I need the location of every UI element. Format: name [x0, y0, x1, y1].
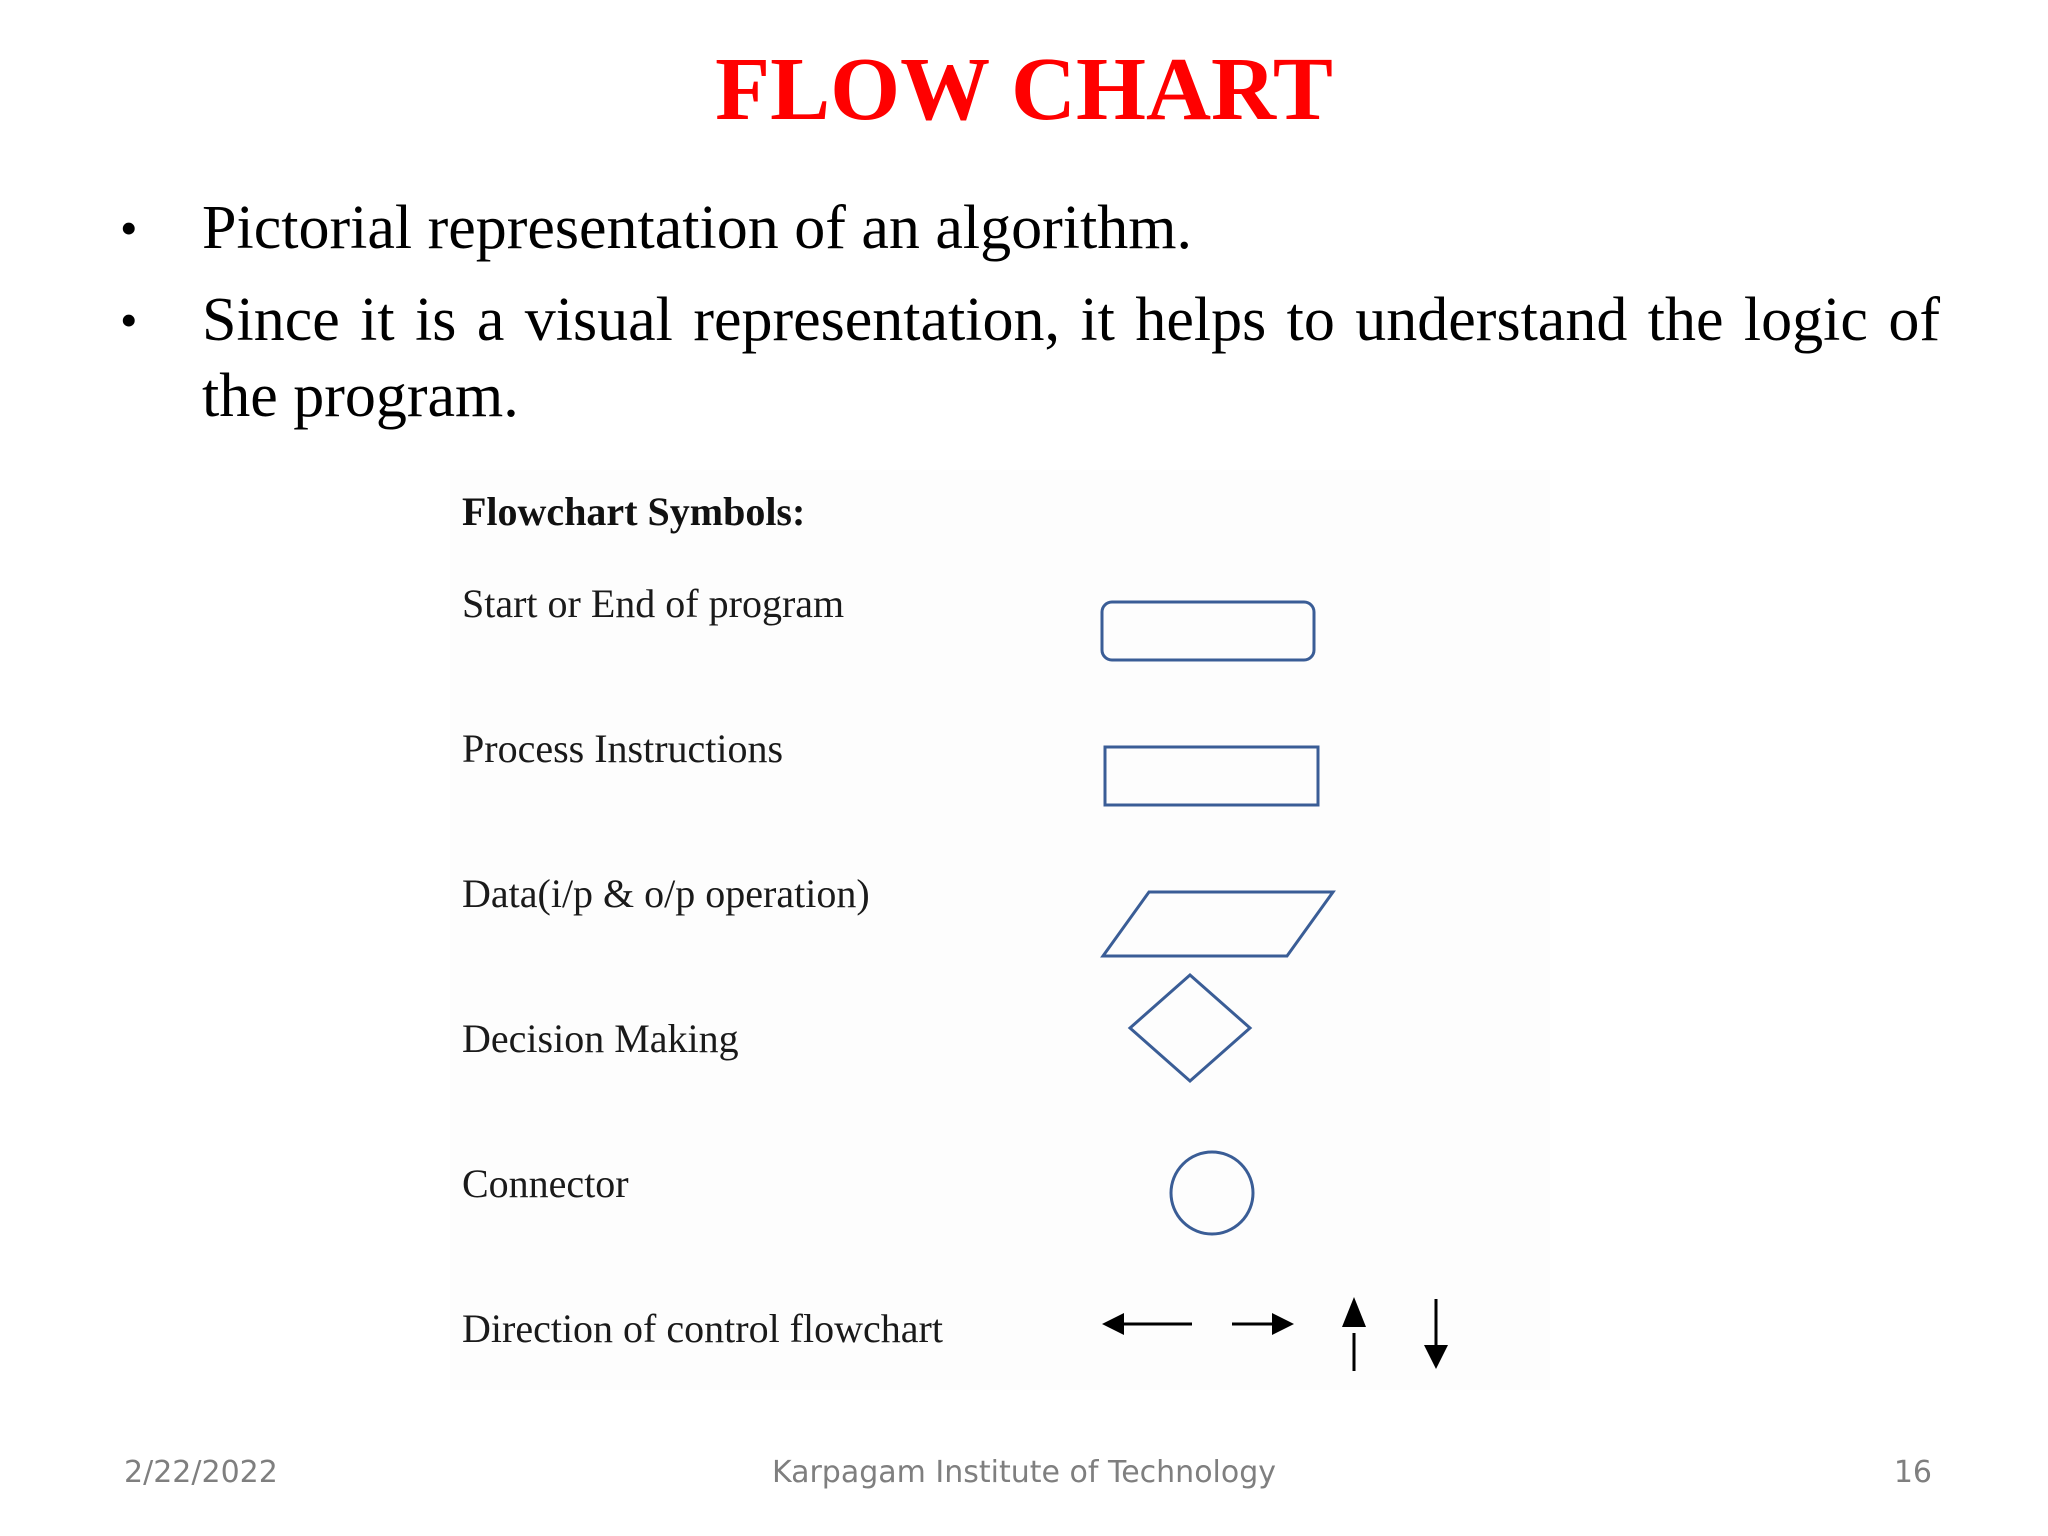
arrow-left-icon: [1102, 1313, 1192, 1335]
bullet-text: Since it is a visual representation, it helps to understand the logic of the program.: [202, 286, 1940, 430]
symbol-row-direction: [462, 1305, 1542, 1405]
symbol-label: Connector: [462, 1161, 629, 1206]
decision-diamond-icon: [462, 1015, 1542, 1155]
arrow-down-icon: [1424, 1299, 1448, 1369]
bullet-item: [120, 282, 1940, 434]
symbol-row-process: [462, 725, 1542, 825]
symbol-label: Direction of control flowchart: [462, 1306, 943, 1351]
footer-date: 2/22/2022: [124, 1455, 278, 1490]
footer-page-number: 16: [1893, 1455, 1932, 1490]
arrow-up-icon: [1342, 1297, 1366, 1371]
process-rectangle-icon: [462, 725, 1542, 865]
symbol-row-data: [462, 870, 1542, 970]
bullet-text: Pictorial representation of an algorithm.: [202, 194, 1192, 262]
flowchart-symbols-image: [450, 470, 1550, 1390]
symbol-row-start-end: [462, 580, 1542, 680]
symbol-label: Process Instructions: [462, 726, 784, 771]
bullet-list: [120, 190, 1940, 450]
connector-circle-icon: [462, 1160, 1542, 1300]
symbols-heading: Flowchart Symbols:: [462, 489, 806, 534]
symbol-label: Start or End of program: [462, 581, 845, 626]
flow-arrows-icon: [462, 1305, 1542, 1445]
bullet-item: [120, 190, 1940, 266]
symbol-label: Data(i/p & o/p operation): [462, 871, 870, 916]
arrow-right-icon: [1232, 1313, 1294, 1335]
terminator-rounded-rect-icon: [462, 580, 1542, 720]
footer-organization: Karpagam Institute of Technology: [771, 1455, 1277, 1490]
symbol-row-connector: [462, 1160, 1542, 1260]
slide-title: FLOW CHART: [715, 40, 1333, 139]
bullet-marker: •: [120, 292, 138, 348]
symbol-label: Decision Making: [462, 1016, 739, 1061]
data-parallelogram-icon: [462, 870, 1542, 1010]
symbol-row-decision: [462, 1015, 1542, 1115]
bullet-marker: •: [120, 200, 138, 256]
